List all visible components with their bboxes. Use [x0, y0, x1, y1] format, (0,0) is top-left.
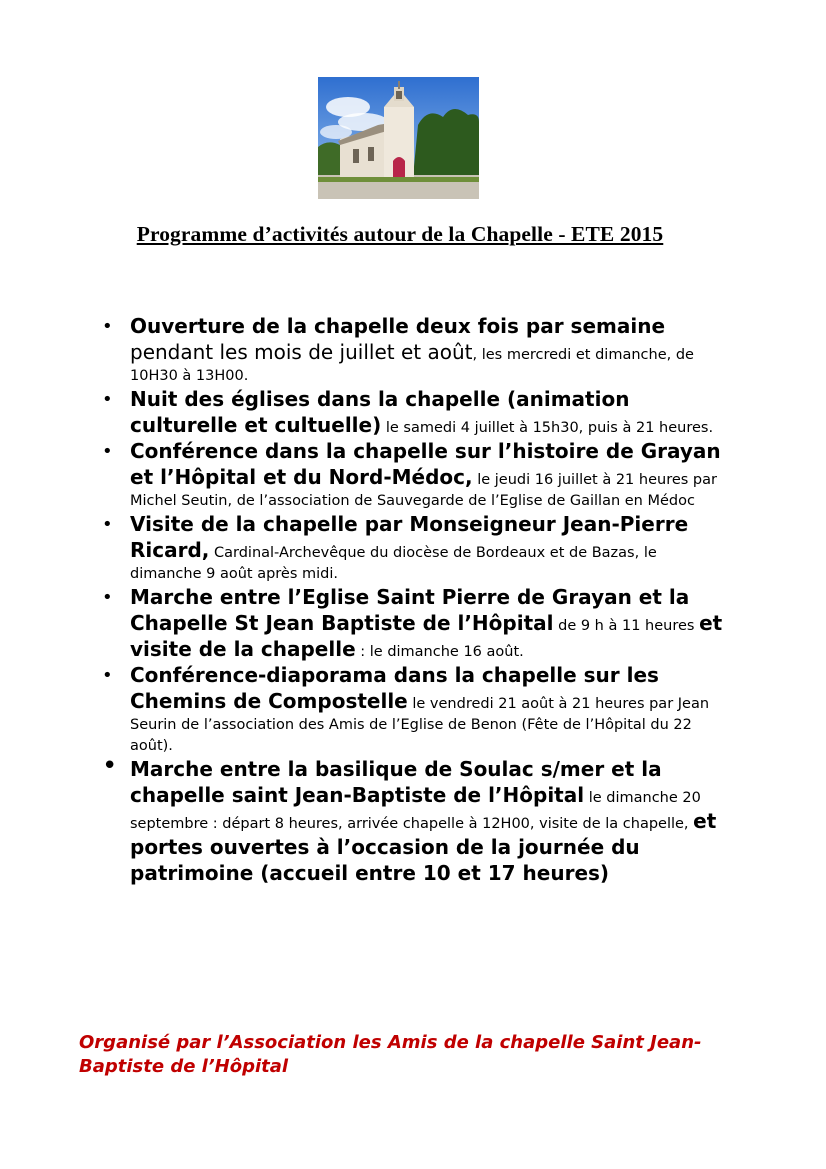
- list-item: • Ouverture de la chapelle deux fois par semaine pendant les mois de juillet et août, les mercredi et dimanche, de 10H30 à 13H00.: [102, 314, 694, 384]
- bullet-icon: •: [102, 751, 118, 781]
- activity-list: [102, 313, 730, 886]
- list-item: • Nuit des églises dans la chapelle (animation culturelle et cultuelle) le samedi 4 juillet à 15h30, puis à 21 heures.: [102, 387, 714, 437]
- chapel-photo: [318, 77, 479, 199]
- list-item: • Conférence-diaporama dans la chapelle sur les Chemins de Compostelle le vendredi 21 août à 21 heures par Jean Seurin de l’association des Amis de l’Eglise de Benon (Fête de l’Hôpital du 22 août).: [102, 663, 710, 754]
- bullet-icon: •: [102, 514, 113, 535]
- bullet-icon: •: [102, 441, 113, 462]
- list-item: • Conférence dans la chapelle sur l’histoire de Grayan et l’Hôpital et du Nord-Médoc, le jeudi 16 juillet à 21 heures par Michel Seutin, de l’association de Sauvegarde de l’Eglise de Gaillan en Médoc: [102, 439, 721, 509]
- bullet-icon: •: [102, 587, 113, 608]
- organizer-note: Organisé par l’Association les Amis de la chapelle Saint Jean-Baptiste de l’Hôpital: [79, 1032, 702, 1077]
- bullet-icon: •: [102, 316, 113, 337]
- chapel-illustration: [318, 77, 479, 199]
- bullet-icon: •: [102, 665, 113, 686]
- list-item: • Marche entre la basilique de Soulac s/mer et la chapelle saint Jean-Baptiste de l’Hôpital le dimanche 20 septembre : départ 8 heures, arrivée chapelle à 12H00, visite de la chapelle, et portes ouvertes à l’occasion de la journée du patrimoine (accueil entre 10 et 17 heures): [102, 751, 717, 885]
- list-item: • Visite de la chapelle par Monseigneur Jean-Pierre Ricard, Cardinal-Archevêque du diocèse de Bordeaux et de Bazas, le dimanche 9 août après midi.: [102, 512, 689, 582]
- bullet-icon: •: [102, 389, 113, 410]
- page-title: Programme d’activités autour de la Chapelle - ETE 2015: [136, 222, 664, 246]
- list-item: • Marche entre l’Eglise Saint Pierre de Grayan et la Chapelle St Jean Baptiste de l’Hôpital de 9 h à 11 heures et visite de la chapelle : le dimanche 16 août.: [102, 585, 723, 661]
